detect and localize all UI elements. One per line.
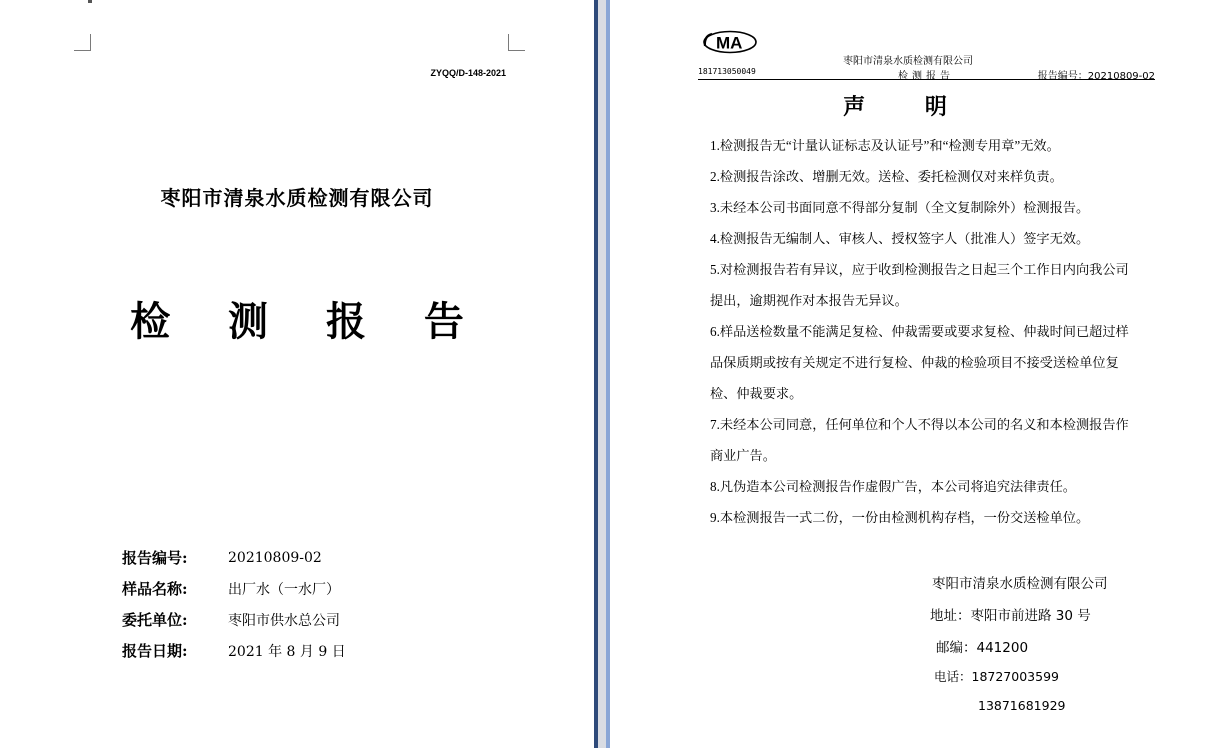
footer-address: 地址：枣阳市前进路 30 号 bbox=[930, 608, 1091, 624]
header-company: 枣阳市清泉水质检测有限公司 bbox=[843, 56, 973, 67]
document-number: ZYQQ/D-148-2021 bbox=[430, 68, 506, 78]
info-row-report-date bbox=[122, 635, 346, 666]
cma-logo-icon bbox=[702, 30, 758, 54]
declaration-item: 6.样品送检数量不能满足复检、仲裁需要或要求复检、仲裁时间已超过样品保质期或按有关规定不进行复检、仲裁的检验项目不接受送检单位复检、仲裁要求。 bbox=[710, 324, 1129, 401]
declaration-title: 声 明 bbox=[843, 94, 973, 120]
declaration-item: 1.检测报告无“计量认证标志及认证号”和“检测专用章”无效。 bbox=[710, 138, 1060, 153]
declaration-item: 4.检测报告无编制人、审核人、授权签字人（批准人）签字无效。 bbox=[710, 231, 1090, 246]
info-label: 样品名称: bbox=[122, 580, 188, 598]
info-value: 20210809-02 bbox=[228, 549, 322, 566]
info-value: 出厂水（一水厂） bbox=[228, 581, 340, 598]
company-name: 枣阳市清泉水质检测有限公司 bbox=[160, 186, 434, 210]
margin-corner-mark-left bbox=[74, 34, 91, 51]
info-row-report-number bbox=[122, 542, 346, 573]
page-edge-marker bbox=[88, 0, 92, 3]
declaration-item: 5.对检测报告若有异议，应于收到检测报告之日起三个工作日内向我公司提出，逾期视作对本报告无异议。 bbox=[710, 262, 1129, 308]
declaration-item: 2.检测报告涂改、增删无效。送检、委托检测仅对来样负责。 bbox=[710, 169, 1063, 184]
report-info-block bbox=[122, 542, 346, 666]
footer-company: 枣阳市清泉水质检测有限公司 bbox=[932, 576, 1108, 592]
declaration-list bbox=[710, 130, 1130, 533]
footer-postcode: 邮编：441200 bbox=[936, 640, 1029, 656]
document-page-cover bbox=[0, 0, 594, 748]
info-row-client bbox=[122, 604, 346, 635]
info-label: 报告日期: bbox=[122, 642, 188, 660]
header-report-number: 报告编号：20210809-02 bbox=[1037, 71, 1155, 82]
info-label: 报告编号: bbox=[122, 549, 188, 567]
header-title: 检测报告 bbox=[898, 71, 954, 82]
footer-phone-secondary: 13871681929 bbox=[978, 698, 1066, 713]
info-label: 委托单位: bbox=[122, 611, 188, 629]
declaration-item: 8.凡伪造本公司检测报告作虚假广告，本公司将追究法律责任。 bbox=[710, 479, 1076, 494]
info-row-sample-name bbox=[122, 573, 346, 604]
logo-text: MA bbox=[716, 33, 743, 53]
info-value: 枣阳市供水总公司 bbox=[228, 612, 340, 629]
declaration-item: 3.未经本公司书面同意不得部分复制（全文复制除外）检测报告。 bbox=[710, 200, 1090, 215]
declaration-item: 9.本检测报告一式二份，一份由检测机构存档，一份交送检单位。 bbox=[710, 510, 1090, 525]
header-rule bbox=[698, 79, 1155, 80]
page-gap bbox=[598, 0, 606, 748]
margin-corner-mark-right bbox=[508, 34, 525, 51]
declaration-item: 7.未经本公司同意，任何单位和个人不得以本公司的名义和本检测报告作商业广告。 bbox=[710, 417, 1129, 463]
header-code: 181713050049 bbox=[698, 67, 756, 76]
footer-phone: 电话：18727003599 bbox=[934, 669, 1059, 684]
report-title: 检 测 报 告 bbox=[130, 298, 486, 345]
info-value: 2021 年 8 月 9 日 bbox=[228, 643, 346, 660]
